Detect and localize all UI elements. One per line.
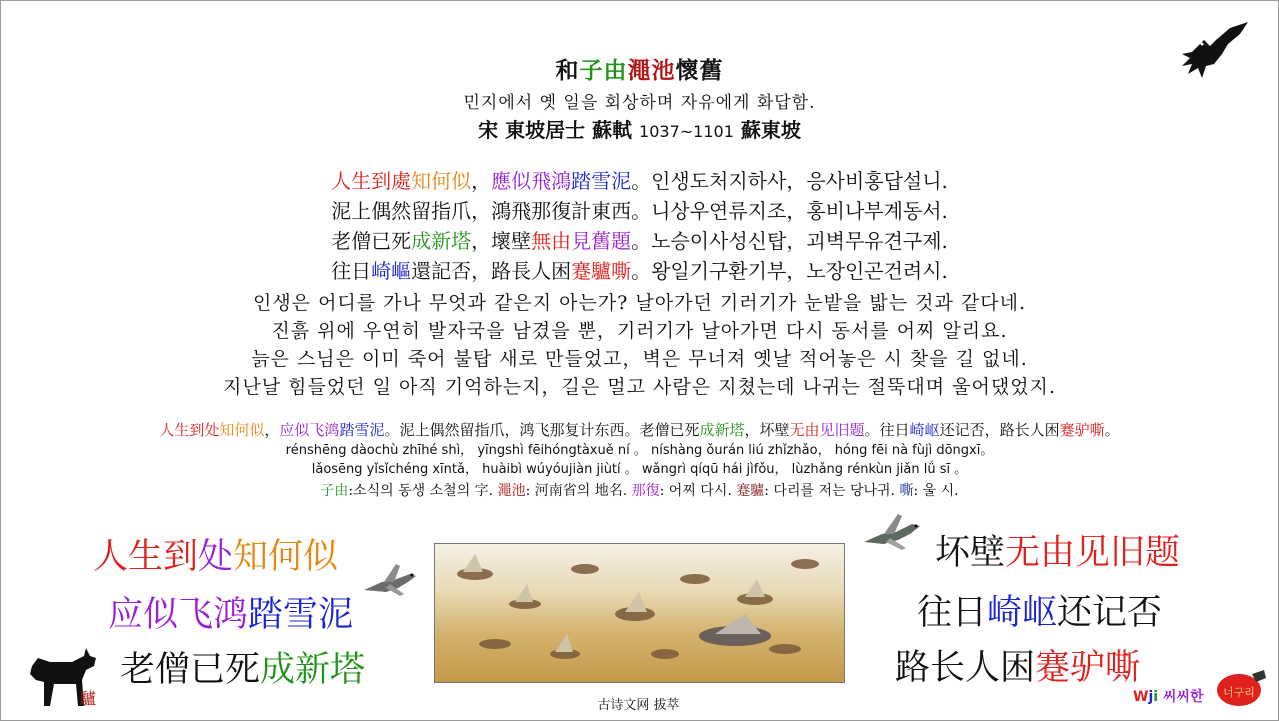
calligraphy-left-line-1 <box>93 532 338 582</box>
photo-caption: 古诗文网 拔萃 <box>597 698 680 713</box>
note-segment: : 어찌 다시. <box>659 483 737 499</box>
poem-segment: 還記否，路長人困 <box>411 259 572 283</box>
note-segment: 蹇驢 <box>736 483 765 499</box>
calligraphy-segment: 崎岖 <box>987 593 1058 633</box>
poem-segment: 見舊題 <box>571 229 632 253</box>
poem-segment: 。인생도처지하사，응사비홍답설니. <box>631 169 948 193</box>
pinyin-line: rénshēng dàochù zhīhé shì， yīngshì fēihóngtàxuě ní 。 níshàng ǒurán liú zhǐzhǎo， hóng fēi nà fùjì dōngxī。 <box>285 443 994 458</box>
calligraphy-segment: 见旧题 <box>1075 533 1181 573</box>
title-segment: 懷舊 <box>675 57 724 84</box>
simplified-segment: 。泥上偶然留指爪，鸿飞那复计东西。老僧已死 <box>384 421 700 439</box>
seal-stamp-icon <box>1210 668 1268 708</box>
poem-segment: 無由 <box>531 229 572 253</box>
title-segment: 和 <box>555 57 580 84</box>
author-watermark <box>1133 686 1204 706</box>
poem-segment: 泥上偶然留指爪，鴻飛那復計東西。니상우연류지조，홍비나부계동서. <box>331 199 948 223</box>
calligraphy-right-line-1 <box>935 528 1180 578</box>
poem-segment: ， <box>471 169 492 193</box>
poem-segment: ，壞壁 <box>471 229 532 253</box>
calligraphy-segment: 踏雪泥 <box>248 595 354 635</box>
watermark-letter: i <box>1153 689 1159 705</box>
author-name: 宋 東坡居士 蘇軾 <box>478 118 633 142</box>
poem-line <box>0 196 1279 226</box>
simplified-segment: 应似飞鸿 <box>279 421 340 439</box>
simplified-segment: 见旧题 <box>819 421 865 439</box>
simplified-segment: 。往日 <box>864 421 910 439</box>
calligraphy-segment: 老僧已死 <box>120 650 261 690</box>
watermark-letter: W <box>1133 689 1149 705</box>
poem-title <box>0 52 1279 85</box>
simplified-segment: ，坏壁 <box>744 421 790 439</box>
donkey-label: 驢 <box>80 689 97 708</box>
poem-segment: 人生到處 <box>331 169 412 193</box>
calligraphy-segment: 处 <box>198 537 234 577</box>
poem-line <box>0 256 1279 286</box>
poem-segment: 成新塔 <box>411 229 472 253</box>
title-segment: 澠池 <box>627 57 676 84</box>
calligraphy-segment: 往日 <box>917 593 988 633</box>
watermark-letter: 씨씨한 <box>1158 689 1204 705</box>
calligraphy-segment: 无由 <box>1005 533 1076 573</box>
calligraphy-segment: 成新塔 <box>260 650 366 690</box>
poem-traditional <box>0 166 1279 286</box>
note-segment: 嘶 <box>899 483 914 499</box>
watermark-letter: j <box>1148 689 1154 705</box>
author-pen-name: 蘇東坡 <box>740 118 801 142</box>
simplified-segment: 成新塔 <box>699 421 745 439</box>
author-line <box>0 114 1279 143</box>
poem-segment: 知何似 <box>411 169 472 193</box>
calligraphy-segment: 坏壁 <box>935 533 1006 573</box>
simplified-segment: 。 <box>1104 421 1120 439</box>
simplified-segment: 人生到处 <box>159 421 220 439</box>
vocab-notes <box>0 480 1279 500</box>
calligraphy-segment: 路长人困 <box>895 648 1036 688</box>
simplified-segment: 无由 <box>789 421 820 439</box>
poem-simplified <box>0 419 1279 440</box>
calligraphy-segment: 知何似 <box>233 537 339 577</box>
note-segment: : 河南省의 地名. <box>525 483 632 499</box>
calligraphy-right-line-2 <box>917 588 1162 638</box>
poem-segment: 。노승이사성신탑，괴벽무유견구제. <box>631 229 948 253</box>
goose-icon <box>360 560 420 602</box>
calligraphy-segment: 蹇驴嘶 <box>1035 648 1141 688</box>
pinyin-line: lǎosēng yǐsǐchéng xīntǎ， huàibì wúyóujiàn jiùtí 。 wǎngrì qíqū hái jìfǒu， lùzhǎng rénkùn jiǎn lǘ sī 。 <box>311 462 968 477</box>
poem-segment: 。왕일기구환기부，노장인곤건려시. <box>631 259 948 283</box>
calligraphy-segment: 还记否 <box>1057 593 1163 633</box>
calligraphy-left-line-2 <box>108 590 353 640</box>
simplified-segment: 蹇驴嘶 <box>1059 421 1105 439</box>
title-segment: 子由 <box>579 57 628 84</box>
note-segment: :소식의 동생 소철의 字. <box>348 483 498 499</box>
stamp-text: 너구리 <box>1223 686 1255 699</box>
poem-segment: 老僧已死 <box>331 229 412 253</box>
poem-translation <box>0 289 1279 401</box>
note-segment: : 울 시. <box>913 483 959 499</box>
poem-pinyin <box>0 441 1279 479</box>
calligraphy-segment: 人生到 <box>93 537 199 577</box>
translation-line: 지난날 힘들었던 일 아직 기억하는지，길은 멀고 사람은 지쳤는데 나귀는 절뚝대며 울어댔었지. <box>223 376 1056 398</box>
note-segment: 子由 <box>320 483 349 499</box>
note-segment: : 다리를 저는 당나귀. <box>764 483 900 499</box>
poem-segment: 應似飛鴻 <box>491 169 572 193</box>
ducks-photo <box>434 543 845 683</box>
simplified-segment: 崎岖 <box>909 421 940 439</box>
simplified-segment: 还记否，路长人困 <box>939 421 1060 439</box>
translation-line: 진흙 위에 우연히 발자국을 남겼을 뿐，기러기가 날아가면 다시 동서를 어찌 알리요. <box>271 320 1008 342</box>
calligraphy-right-line-3 <box>895 643 1140 693</box>
calligraphy-left-line-3 <box>120 645 365 695</box>
poem-segment: 蹇驢嘶 <box>571 259 632 283</box>
translation-line: 인생은 어디를 가나 무엇과 같은지 아는가? 날아가던 기러기가 눈밭을 밟는 것과 같다네. <box>252 292 1027 314</box>
calligraphy-segment: 应似飞鸿 <box>108 595 249 635</box>
poem-line <box>0 226 1279 256</box>
note-segment: 澠池 <box>497 483 526 499</box>
note-segment: 那復 <box>631 483 660 499</box>
ducks-flock-illustration <box>435 544 844 682</box>
simplified-segment: ， <box>264 421 280 439</box>
simplified-segment: 踏雪泥 <box>339 421 385 439</box>
poem-line <box>0 166 1279 196</box>
subtitle-korean: 민지에서 옛 일을 회상하며 자유에게 화답함. <box>463 93 816 113</box>
poem-segment: 踏雪泥 <box>571 169 632 193</box>
author-years: 1037~1101 <box>639 122 734 141</box>
translation-line: 늙은 스님은 이미 죽어 불탑 새로 만들었고，벽은 무너져 옛날 적어놓은 시 찾을 길 없네. <box>251 348 1028 370</box>
poem-segment: 崎嶇 <box>371 259 412 283</box>
simplified-segment: 知何似 <box>219 421 265 439</box>
goose-icon <box>858 512 924 556</box>
poem-segment: 往日 <box>331 259 372 283</box>
